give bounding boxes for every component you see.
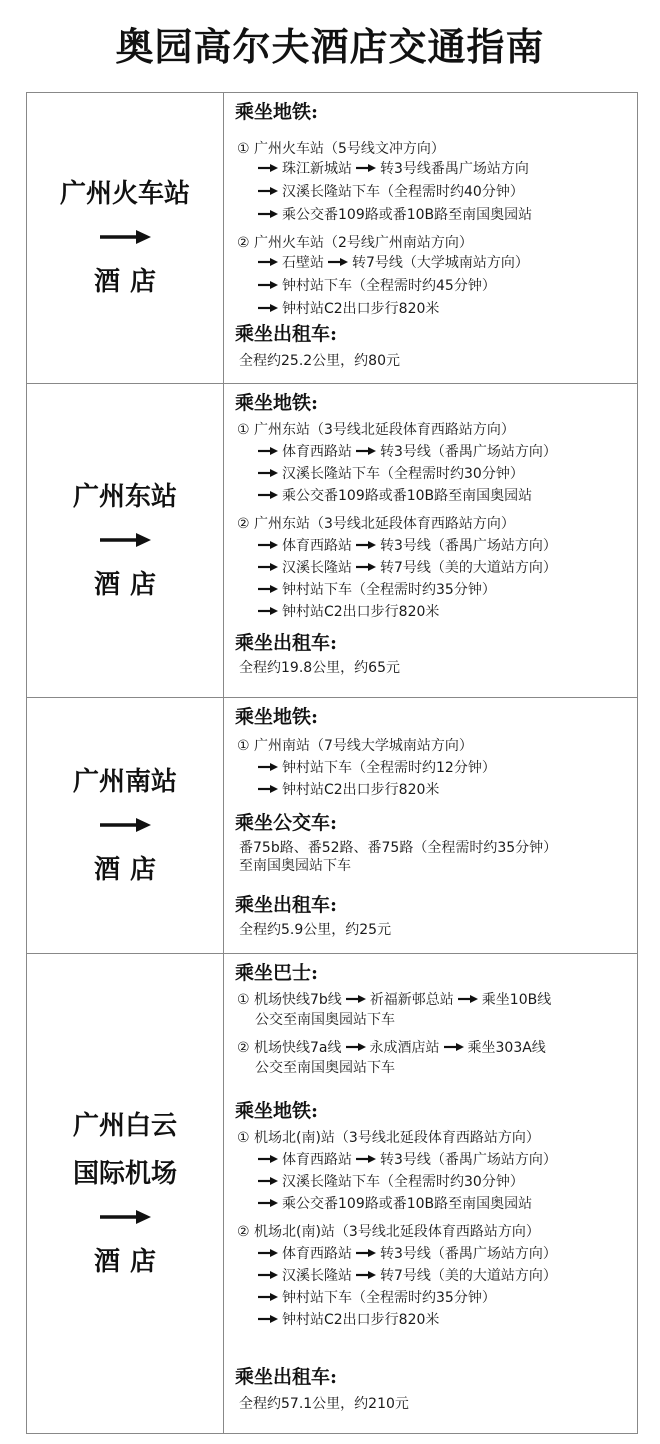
route-step-text: 体育西路站 <box>282 1152 352 1168</box>
route-step <box>257 1172 524 1192</box>
arrow-right-icon <box>257 584 279 594</box>
route-step-text: 公交至南国奥园站下车 <box>255 1060 395 1076</box>
route-step-text: 全程约19.8公里，约65元 <box>239 660 400 676</box>
route-step <box>255 1010 395 1030</box>
section-heading: 乘坐地铁: <box>235 101 319 123</box>
route-step <box>255 1058 395 1078</box>
route-step <box>257 602 439 622</box>
arrow-right-icon <box>327 257 349 267</box>
section-heading: 乘坐地铁: <box>235 392 319 414</box>
arrow-right-icon <box>98 816 152 834</box>
route-step-text: ① 广州南站（7号线大学城南站方向） <box>237 738 473 754</box>
route-step <box>239 1394 409 1414</box>
route-detail-cell <box>225 954 637 1433</box>
arrow-right-icon <box>257 1198 279 1208</box>
route-step <box>257 1288 496 1308</box>
route-step-text: 番75b路、番52路、番75路（全程需时约35分钟） <box>239 840 558 856</box>
route-step <box>257 536 557 556</box>
route-step-text: 汉溪长隆站 <box>282 560 352 576</box>
arrow-right-icon <box>443 1042 465 1052</box>
route-step-text: 汉溪长隆站 <box>282 1268 352 1284</box>
arrow-right-icon <box>257 186 279 196</box>
route-step-text: 汉溪长隆站下车（全程需时约30分钟） <box>282 466 524 482</box>
route-row <box>27 383 637 697</box>
route-step-text: 转3号线（番禺广场站方向） <box>380 444 557 460</box>
route-step <box>237 1222 540 1242</box>
route-step-text: 转7号线（美的大道站方向） <box>380 1268 557 1284</box>
arrow-right-icon <box>257 163 279 173</box>
route-step-text: 汉溪长隆站下车（全程需时约40分钟） <box>282 184 524 200</box>
route-step-text: 钟村站下车（全程需时约45分钟） <box>282 278 496 294</box>
route-step-text: 钟村站下车（全程需时约35分钟） <box>282 582 496 598</box>
origin-name: 广州东站 <box>72 481 177 512</box>
route-step <box>237 233 473 253</box>
route-step-text: 汉溪长隆站下车（全程需时约30分钟） <box>282 1174 524 1190</box>
section-heading: 乘坐出租车: <box>235 894 338 916</box>
route-step <box>237 420 515 440</box>
route-step <box>257 1194 532 1214</box>
transport-guide-table <box>26 92 638 1434</box>
route-step-text: ② 机场北(南)站（3号线北延段体育西路站方向） <box>237 1224 540 1240</box>
route-step <box>257 558 557 578</box>
route-step <box>239 838 557 858</box>
section-heading: 乘坐公交车: <box>235 812 338 834</box>
route-step-text: 祈福新邨总站 <box>369 992 454 1008</box>
route-step-text: 乘坐303A线 <box>467 1040 546 1056</box>
route-step <box>257 580 496 600</box>
route-step-text: 钟村站C2出口步行820米 <box>282 782 440 798</box>
route-step-text: 公交至南国奥园站下车 <box>255 1012 395 1028</box>
route-step <box>257 464 524 484</box>
route-step-text: ① 机场快线7b线 <box>237 992 342 1008</box>
route-detail-cell <box>225 384 637 697</box>
route-step <box>257 442 557 462</box>
arrow-right-icon <box>355 446 377 456</box>
route-step-text: 体育西路站 <box>282 444 352 460</box>
page-title: 奥园高尔夫酒店交通指南 <box>115 24 545 69</box>
arrow-right-icon <box>257 303 279 313</box>
route-step <box>239 351 400 371</box>
route-step <box>257 486 532 506</box>
arrow-right-icon <box>98 531 152 549</box>
route-step <box>239 920 391 940</box>
route-step-text: 钟村站下车（全程需时约12分钟） <box>282 760 496 776</box>
arrow-right-icon <box>257 606 279 616</box>
route-step <box>257 276 496 296</box>
arrow-right-icon <box>257 1292 279 1302</box>
arrow-right-icon <box>257 762 279 772</box>
route-step-text: 石壁站 <box>282 255 324 271</box>
route-step <box>257 780 439 800</box>
route-step-text: ② 广州东站（3号线北延段体育西路站方向） <box>237 516 515 532</box>
arrow-right-icon <box>257 490 279 500</box>
route-step <box>237 1038 546 1058</box>
destination-name: 酒店 <box>93 569 166 600</box>
route-step-text: 全程约25.2公里，约80元 <box>239 353 400 369</box>
route-step-text: 钟村站C2出口步行820米 <box>282 1312 440 1328</box>
origin-name: 广州白云 <box>72 1110 177 1141</box>
route-step-text: 钟村站C2出口步行820米 <box>282 301 440 317</box>
route-origin-cell <box>27 954 224 1433</box>
arrow-right-icon <box>257 446 279 456</box>
route-step-text: 钟村站C2出口步行820米 <box>282 604 440 620</box>
arrow-right-icon <box>98 1208 152 1226</box>
route-step <box>237 990 551 1010</box>
route-step <box>257 1150 557 1170</box>
route-step <box>257 159 529 179</box>
route-step <box>237 514 515 534</box>
arrow-right-icon <box>355 1248 377 1258</box>
route-step <box>237 1128 540 1148</box>
arrow-right-icon <box>355 562 377 572</box>
route-step-text: ② 机场快线7a线 <box>237 1040 342 1056</box>
origin-name: 国际机场 <box>72 1158 177 1189</box>
route-step-text: 至南国奥园站下车 <box>239 858 351 874</box>
route-origin-cell <box>27 93 224 383</box>
arrow-right-icon <box>355 1270 377 1280</box>
arrow-right-icon <box>257 1154 279 1164</box>
route-step-text: ① 广州火车站（5号线文冲方向） <box>237 141 445 157</box>
route-step <box>257 205 532 225</box>
destination-name: 酒店 <box>93 267 166 297</box>
section-heading: 乘坐地铁: <box>235 706 319 728</box>
route-step-text: 体育西路站 <box>282 1246 352 1262</box>
origin-name: 广州南站 <box>72 766 177 797</box>
route-step-text: 转3号线番禺广场站方向 <box>380 161 529 177</box>
arrow-right-icon <box>355 540 377 550</box>
section-heading: 乘坐出租车: <box>235 323 338 345</box>
arrow-right-icon <box>355 1154 377 1164</box>
route-step <box>257 253 529 273</box>
route-step-text: ① 广州东站（3号线北延段体育西路站方向） <box>237 422 515 438</box>
route-detail-cell <box>225 698 637 953</box>
route-step <box>239 658 400 678</box>
arrow-right-icon <box>257 257 279 267</box>
arrow-right-icon <box>257 1270 279 1280</box>
route-step-text: 乘坐10B线 <box>481 992 552 1008</box>
route-step <box>237 736 473 756</box>
arrow-right-icon <box>457 994 479 1004</box>
route-step-text: 全程约57.1公里，约210元 <box>239 1396 409 1412</box>
route-step-text: ① 机场北(南)站（3号线北延段体育西路站方向） <box>237 1130 540 1146</box>
route-step-text: 钟村站下车（全程需时约35分钟） <box>282 1290 496 1306</box>
section-heading: 乘坐巴士: <box>235 962 319 984</box>
route-origin-cell <box>27 698 224 953</box>
arrow-right-icon <box>98 228 152 246</box>
arrow-right-icon <box>257 1248 279 1258</box>
arrow-right-icon <box>257 1176 279 1186</box>
arrow-right-icon <box>257 209 279 219</box>
arrow-right-icon <box>355 163 377 173</box>
arrow-right-icon <box>257 280 279 290</box>
origin-name: 广州火车站 <box>59 179 190 209</box>
section-heading: 乘坐出租车: <box>235 632 338 654</box>
route-step-text: 转3号线（番禺广场站方向） <box>380 1246 557 1262</box>
route-step-text: 转3号线（番禺广场站方向） <box>380 1152 557 1168</box>
section-heading: 乘坐地铁: <box>235 1100 319 1122</box>
route-step <box>257 182 524 202</box>
route-step-text: 永成酒店站 <box>369 1040 440 1056</box>
destination-name: 酒店 <box>93 854 166 885</box>
route-step <box>237 139 445 159</box>
route-step-text: 乘公交番109路或番10B路至南国奥园站 <box>282 1196 533 1212</box>
route-step <box>257 299 439 319</box>
arrow-right-icon <box>257 468 279 478</box>
route-row <box>27 697 637 953</box>
arrow-right-icon <box>257 562 279 572</box>
route-row <box>27 93 637 383</box>
arrow-right-icon <box>345 1042 367 1052</box>
route-step <box>257 1244 557 1264</box>
section-heading: 乘坐出租车: <box>235 1366 338 1388</box>
route-step <box>239 856 351 876</box>
route-step-text: 珠江新城站 <box>282 161 352 177</box>
arrow-right-icon <box>345 994 367 1004</box>
route-step-text: 乘公交番109路或番10B路至南国奥园站 <box>282 488 533 504</box>
route-row <box>27 953 637 1433</box>
arrow-right-icon <box>257 784 279 794</box>
route-step-text: 转7号线（大学城南站方向） <box>352 255 529 271</box>
route-step-text: 乘公交番109路或番10B路至南国奥园站 <box>282 207 533 223</box>
route-step <box>257 758 496 778</box>
route-step-text: 全程约5.9公里，约25元 <box>239 922 392 938</box>
route-step-text: 转3号线（番禺广场站方向） <box>380 538 557 554</box>
destination-name: 酒店 <box>93 1246 166 1277</box>
arrow-right-icon <box>257 540 279 550</box>
route-step-text: 体育西路站 <box>282 538 352 554</box>
route-step-text: ② 广州火车站（2号线广州南站方向） <box>237 235 473 251</box>
route-detail-cell <box>225 93 637 383</box>
route-step <box>257 1310 439 1330</box>
route-step <box>257 1266 557 1286</box>
arrow-right-icon <box>257 1314 279 1324</box>
route-step-text: 转7号线（美的大道站方向） <box>380 560 557 576</box>
route-origin-cell <box>27 384 224 697</box>
